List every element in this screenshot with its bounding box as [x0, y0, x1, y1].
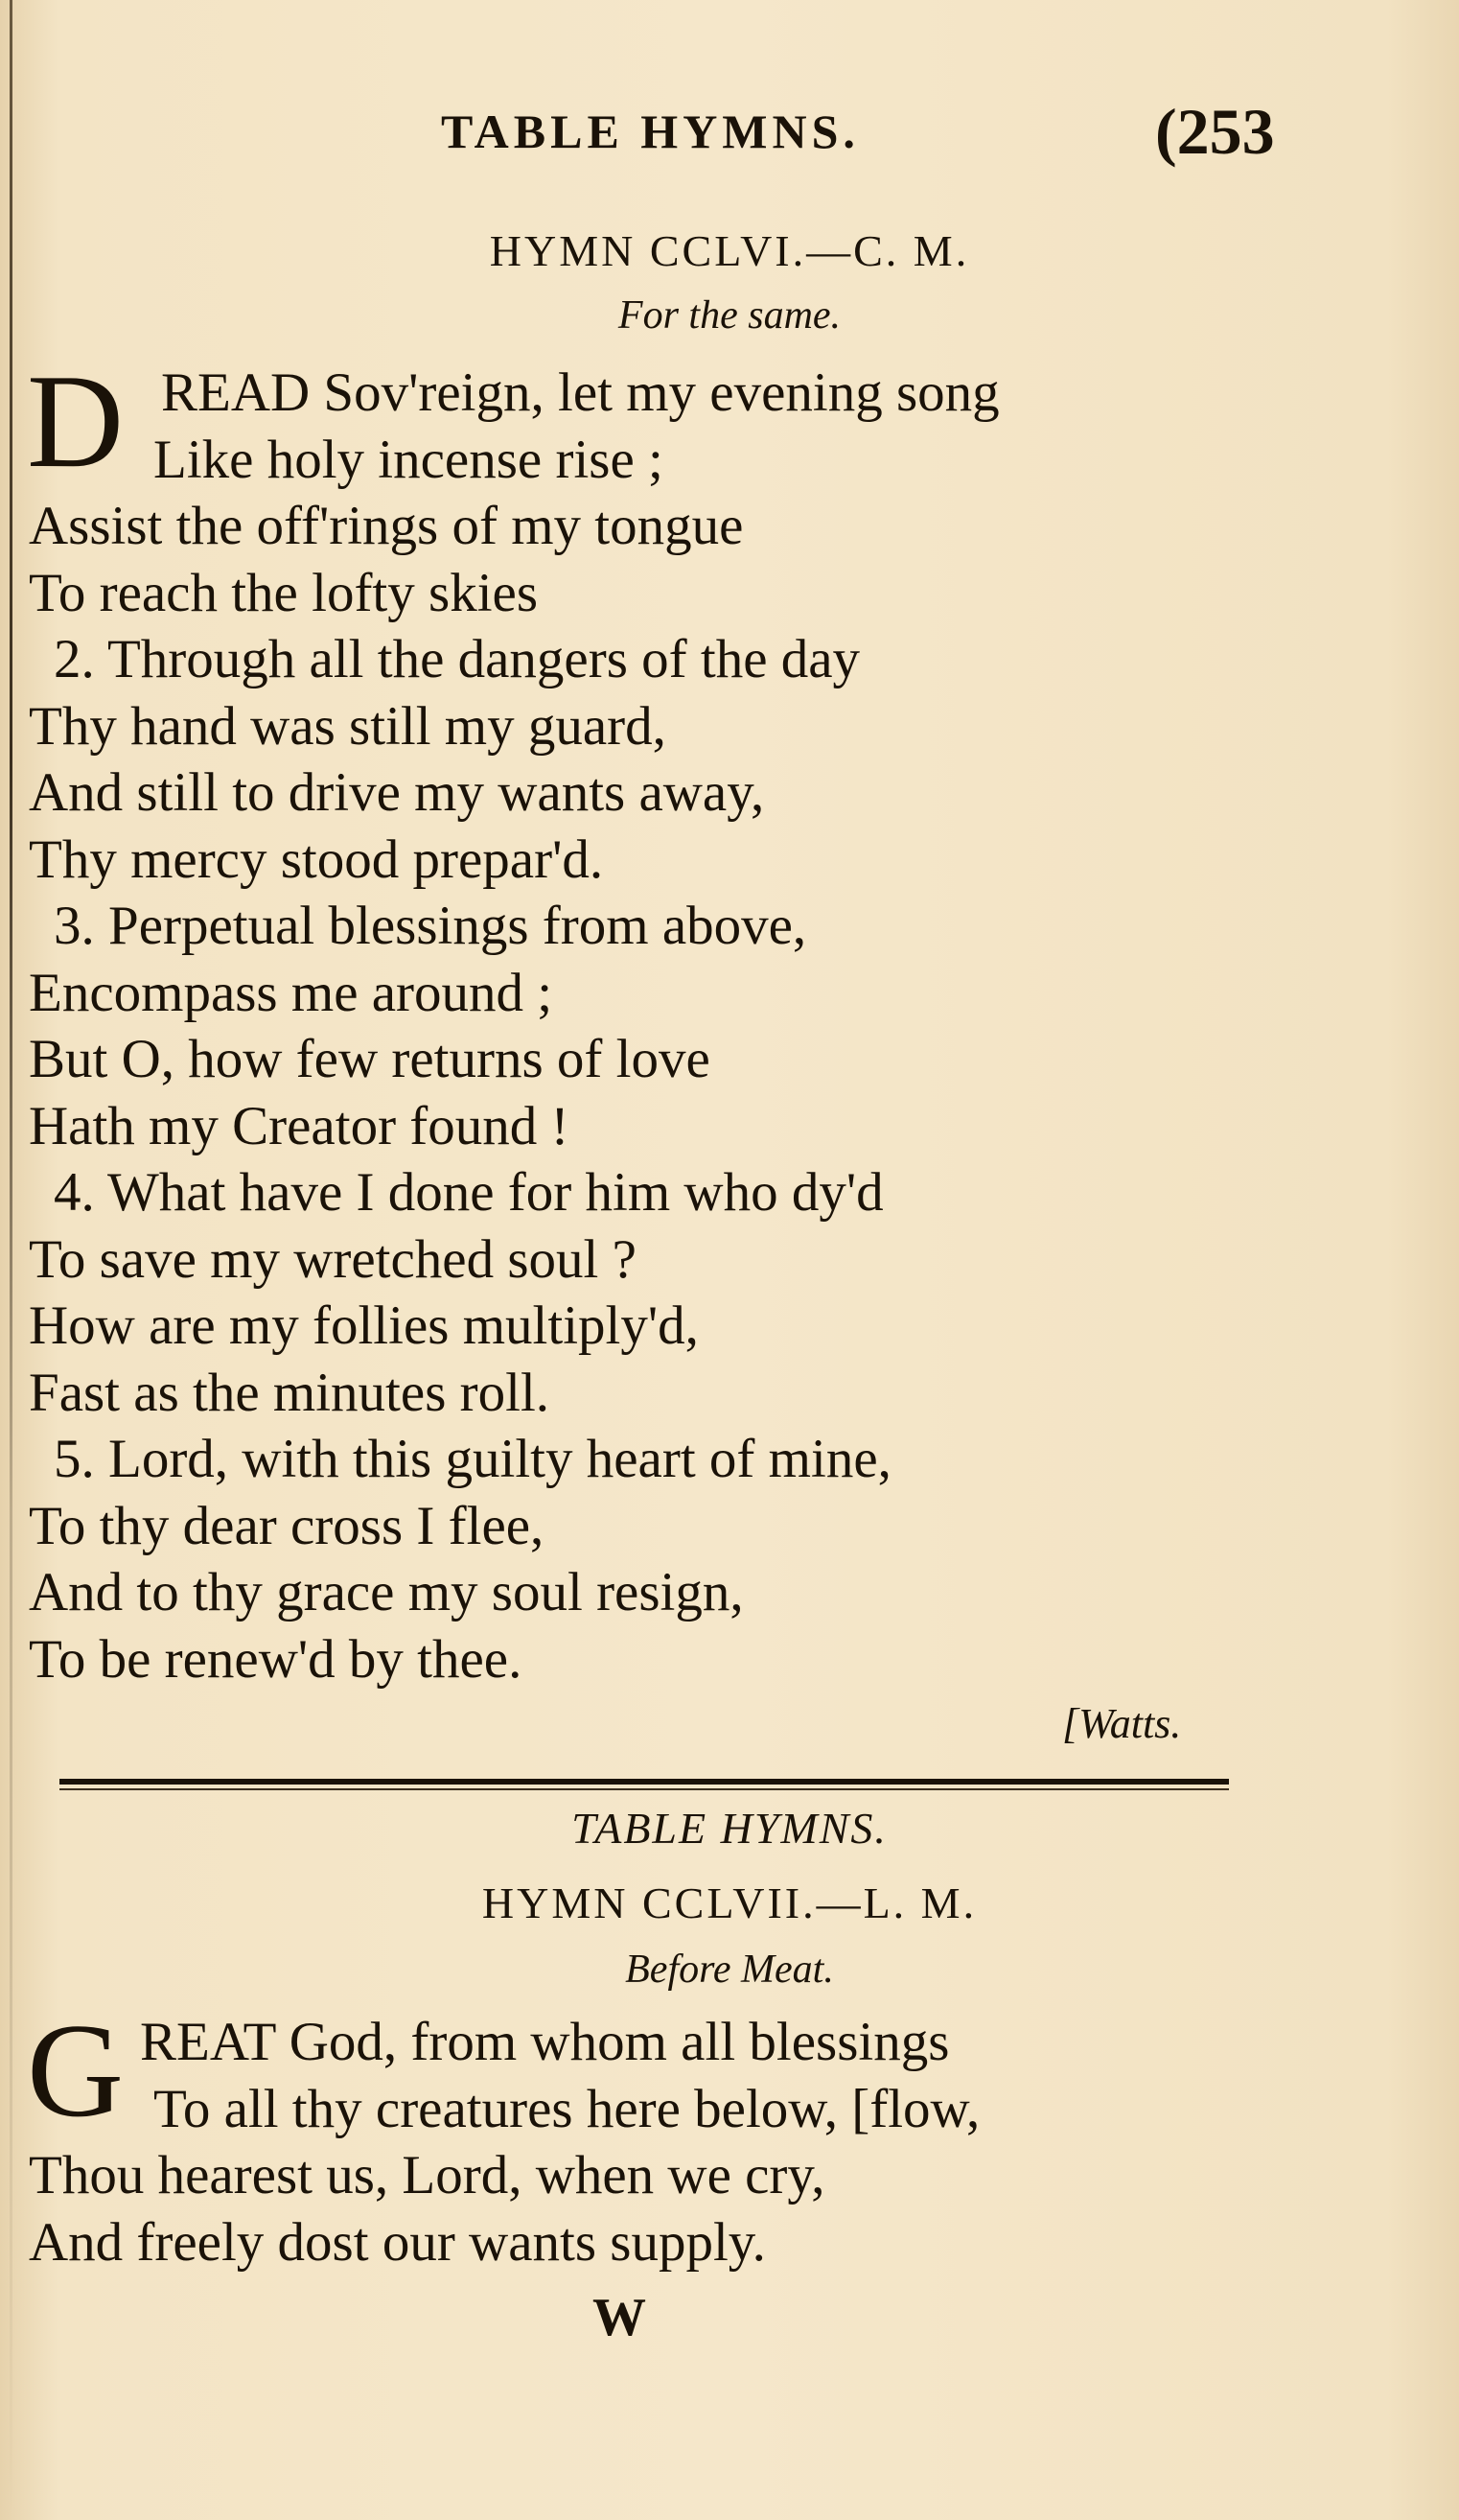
verse-line: Assist the off'rings of my tongue [29, 496, 744, 556]
verse-line: To save my wretched soul ? [29, 1228, 637, 1290]
verse-line: But O, how few returns of love [29, 1029, 710, 1089]
verse-line: 3. Perpetual blessings from above, [54, 896, 807, 956]
section-heading: TABLE HYMNS. [571, 1804, 888, 1853]
verse-line: READ Sov'reign, let my evening song [161, 362, 1000, 423]
verse-line: Encompass me around ; [29, 962, 553, 1023]
attribution: [Watts. [1062, 1700, 1182, 1747]
verse-line: 2. Through all the dangers of the day [54, 629, 861, 689]
verse-line: And still to drive my wants away, [29, 762, 765, 823]
verse-line: Like holy incense rise ; [153, 429, 663, 490]
page-number: (253 [1155, 95, 1275, 168]
drop-cap: G [27, 1996, 125, 2145]
section-divider-thin [59, 1788, 1229, 1790]
catchword: W [592, 2288, 646, 2347]
verse-line: Thy hand was still my guard, [29, 695, 666, 757]
section-divider [59, 1779, 1229, 1785]
verse-line: And to thy grace my soul resign, [29, 1562, 744, 1622]
drop-cap: D [27, 347, 125, 496]
verse-line: Hath my Creator found ! [29, 1095, 569, 1156]
verse-line: To reach the lofty skies [29, 562, 539, 623]
verse-line: To all thy creatures here below, [flow, [153, 2078, 981, 2139]
hymn-verses [29, 360, 1419, 1692]
verse-line: And freely dost our wants supply. [29, 2211, 766, 2273]
hymn-subtitle: Before Meat. [625, 1948, 834, 1992]
verse-line: To thy dear cross I flee, [29, 1495, 544, 1556]
running-head: TABLE HYMNS. [441, 105, 860, 158]
hymn-title: HYMN CCLVI.—C. M. [489, 226, 970, 275]
verse-line: REAT God, from whom all blessings [140, 2012, 950, 2072]
hymn-title: HYMN CCLVII.—L. M. [481, 1878, 978, 1927]
verse-line: Fast as the minutes roll. [29, 1362, 550, 1423]
hymn-subtitle: For the same. [617, 293, 842, 338]
page-header [0, 94, 1459, 171]
verse-line: 5. Lord, with this guilty heart of mine, [54, 1429, 892, 1489]
verse-line: 4. What have I done for him who dy'd [54, 1162, 884, 1223]
hymn-verses [29, 2009, 1419, 2275]
verse-line: Thy mercy stood prepar'd. [29, 828, 604, 890]
verse-line: To be renew'd by thee. [29, 1628, 522, 1690]
verse-line: How are my follies multiply'd, [29, 1295, 699, 1356]
binding-edge [10, 0, 12, 2520]
verse-line: Thou hearest us, Lord, when we cry, [29, 2145, 825, 2205]
